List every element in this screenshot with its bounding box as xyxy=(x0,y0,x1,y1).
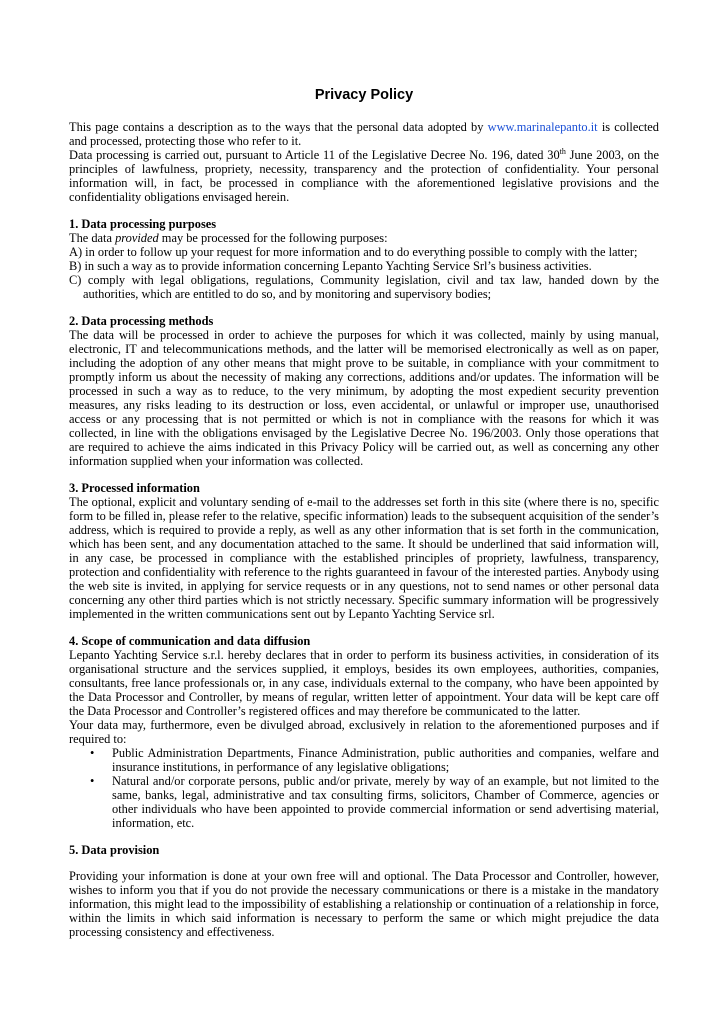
section-processed-information xyxy=(69,481,659,621)
section-title: 2. Data processing methods xyxy=(69,314,214,328)
recipients-list xyxy=(69,746,659,830)
intro-section xyxy=(69,120,659,204)
list-item: • Natural and/or corporate persons, public and/or private, merely by way of an example, but not limited to the same, banks, legal, administrative and tax consulting firms, solicitors, Chamber of Commerce, agencies or other individuals who have been appointed to provide commercial information or send advertising material, information, etc. xyxy=(90,774,659,830)
section-body: The data will be processed in order to achieve the purposes for which it was collected, mainly by using manual, electronic, IT and telecommunications methods, and the latter will be memorised electronically as well as on paper, including the adoption of any other means that might prove to be suitable, in compliance with your commitment to promptly inform us about the necessity of making any corrections, additions and/or updates. The information will be processed in such a way as to reduce, to the very minimum, by adopting the most expedient security prevention measures, any risks leading to its destruction or loss, even accidental, or unlawful or improper use, unauthorised access or any processing that is not permitted or which is not in compliance with the reasons for which it was collected, in line with the obligations envisaged by the Legislative Decree No. 196/2003. Only those operations that are required to achieve the aims indicated in this Privacy Policy will be carried out, as well as concerning any other information supplied when your information was collected. xyxy=(69,328,659,468)
section-title: 1. Data processing purposes xyxy=(69,217,217,231)
section-purposes xyxy=(69,217,659,301)
section-body: Providing your information is done at your own free will and optional. The Data Processor and Controller, however, wishes to inform you that if you do not provide the necessary communications or there is a mistake in the mandatory information, this might lead to the impossibility of establishing a relationship or continuation of a relationship in force, within the limits in which said information is necessary to perform the same or which might prejudice the data processing consistency and effectiveness. xyxy=(69,869,659,939)
list-item: • Public Administration Departments, Finance Administration, public authorities and companies, welfare and insurance institutions, in performance of any legislative obligations; xyxy=(90,746,659,774)
bullet-icon: • xyxy=(90,774,95,788)
page-title: Privacy Policy xyxy=(314,87,414,103)
section-lead: The data provided may be processed for the following purposes: xyxy=(69,231,388,245)
list-item: C) comply with legal obligations, regulations, Community legislation, civil and tax law, handed down by the authorities, which are entitled to do so, and by monitoring and supervisory bodies; xyxy=(69,273,659,301)
section-body: Lepanto Yachting Service s.r.l. hereby declares that in order to perform its business activities, in consideration of its organisational structure and the services supplied, it employs, besides its own employees, authorities, companies, consultants, free lance professionals or, in any case, individuals external to the company, who have been appointed by the Data Processor and Controller, by means of regular, written letter of appointment. Your data will be kept care off the Data Processor and Controller’s registered offices and may therefore be communicated to the latter. xyxy=(69,648,659,718)
section-body: The optional, explicit and voluntary sending of e-mail to the addresses set forth in this site (where there is no, specific form to be filled in, please refer to the relative, specific information) leads to the subsequent acquisition of the sender’s address, which is required to provide a reply, as well as any other information that is set forth in the communication, which has been sent, and any documentation attached to the same. It should be underlined that said information will, in any case, be processed in compliance with the established principles of propriety, lawfulness, transparency, protection and confidentiality with reference to the rights guaranteed in favour of the interested parties. Anybody using the web site is invited, in applying for service requests or in any questions, not to send names or other personal data concerning any other third parties which is not strictly necessary. Specific summary information will be progressively implemented in the written communications sent out by Lepanto Yachting Service srl. xyxy=(69,495,659,621)
list-item: A) in order to follow up your request for more information and to do everything possible to comply with the latter; xyxy=(69,245,638,259)
list-item: B) in such a way as to provide information concerning Lepanto Yachting Service Srl’s business activities. xyxy=(69,259,592,273)
section-body: Your data may, furthermore, even be divulged abroad, exclusively in relation to the aforementioned purposes and if required to: xyxy=(69,718,659,746)
intro-paragraph-1: This page contains a description as to the ways that the personal data adopted by www.marinalepanto.it is collected and processed, protecting those who refer to it. xyxy=(69,120,659,148)
section-title: 3. Processed information xyxy=(69,481,200,495)
bullet-icon: • xyxy=(90,746,95,760)
section-scope xyxy=(69,634,659,830)
section-title: 5. Data provision xyxy=(69,843,160,857)
section-data-provision xyxy=(69,843,659,939)
website-link[interactable]: www.marinalepanto.it xyxy=(487,120,598,134)
purposes-list xyxy=(69,245,659,301)
section-methods xyxy=(69,314,659,468)
intro-paragraph-2: Data processing is carried out, pursuant to Article 11 of the Legislative Decree No. 196, dated 30th June 2003, on the principles of lawfulness, propriety, necessity, transparency and the protection of confidentiality. Your personal information will, in fact, be processed in compliance with the aforementioned legislative provisions and the confidentiality obligations envisaged herein. xyxy=(69,146,659,204)
section-title: 4. Scope of communication and data diffusion xyxy=(69,634,311,648)
